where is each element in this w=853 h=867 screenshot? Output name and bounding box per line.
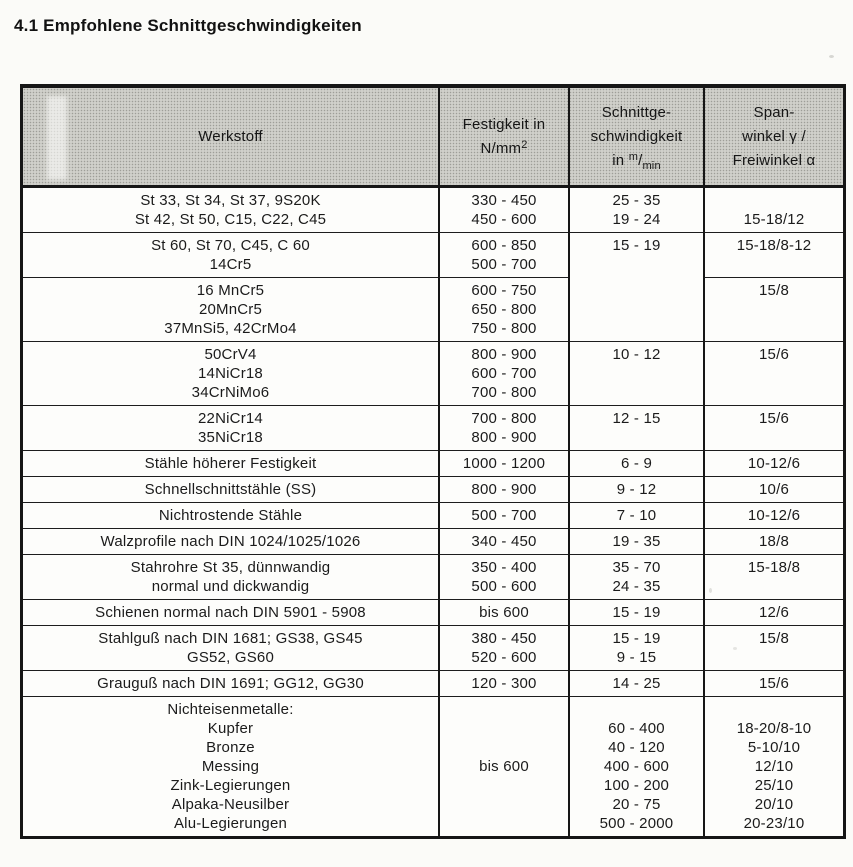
cell-line [707, 319, 841, 338]
header-label: Freiwinkel α [732, 151, 816, 169]
cell-line: 330 - 450 [471, 192, 537, 209]
table-header-row [23, 88, 843, 188]
cell-line: 20 - 75 [612, 796, 661, 813]
cell-line: 700 - 800 [471, 410, 537, 427]
cell-line: bis 600 [479, 758, 529, 775]
cell-festigkeit [438, 528, 568, 554]
table-row [23, 599, 843, 625]
header-unit [480, 137, 527, 161]
cell-festigkeit [438, 625, 568, 670]
cell-line: Zink-Legierungen [170, 777, 291, 794]
table-row [23, 450, 843, 476]
cell-line: 15/6 [759, 675, 789, 692]
table-row [23, 554, 843, 599]
cell-line: 14 - 25 [612, 675, 661, 692]
unit-subscript: min [642, 159, 661, 172]
cell-line: 22NiCr14 [198, 410, 263, 427]
cell-line [442, 776, 566, 795]
cell-line: 15/6 [759, 410, 789, 427]
cell-line: 450 - 600 [471, 211, 537, 228]
cell-festigkeit [438, 277, 568, 341]
cell-line: 600 - 700 [471, 365, 537, 382]
unit-superscript: m [628, 150, 639, 163]
cell-line: bis 600 [479, 604, 529, 621]
cell-line [572, 700, 701, 719]
cell-spanwinkel [703, 696, 843, 836]
cell-festigkeit [438, 188, 568, 232]
cell-line: 1000 - 1200 [462, 455, 546, 472]
cell-line: 15/8 [759, 630, 789, 647]
cell-line: 7 - 10 [616, 507, 657, 524]
cell-spanwinkel [703, 502, 843, 528]
header-label: winkel γ / [742, 127, 806, 145]
cell-line: Schienen normal nach DIN 5901 - 5908 [95, 604, 366, 621]
cell-line: 37MnSi5, 42CrMo4 [164, 320, 297, 337]
cell-line: 6 - 9 [620, 455, 652, 472]
cell-line: 10/6 [759, 481, 789, 498]
cell-line: 19 - 35 [612, 533, 661, 550]
cell-line: 15-18/8-12 [736, 237, 812, 254]
cell-line: GS52, GS60 [186, 649, 275, 666]
cell-line [572, 428, 701, 447]
cell-line: 15-18/8 [747, 559, 801, 576]
cell-line: 25/10 [754, 777, 794, 794]
cell-line: Nichteisenmetalle: [167, 701, 294, 718]
cell-festigkeit [438, 232, 568, 277]
cell-line: 400 - 600 [603, 758, 670, 775]
cell-line: 600 - 850 [471, 237, 537, 254]
cell-festigkeit [438, 405, 568, 450]
cell-spanwinkel [703, 232, 843, 277]
cell-line: 60 - 400 [608, 720, 665, 737]
cell-festigkeit [438, 554, 568, 599]
table-row [23, 696, 843, 836]
cell-line [707, 428, 841, 447]
cell-line: 34CrNiMo6 [191, 384, 270, 401]
cell-line: 20-23/10 [743, 815, 805, 832]
cell-line: 35 - 70 [612, 559, 661, 576]
cell-line [442, 795, 566, 814]
table-row [23, 405, 843, 450]
cell-line: Alu-Legierungen [173, 815, 288, 832]
cell-spanwinkel [703, 450, 843, 476]
cell-line: Kupfer [207, 720, 254, 737]
cell-schnittgeschwindigkeit [568, 450, 703, 476]
cell-line: 10-12/6 [747, 455, 801, 472]
cell-schnittgeschwindigkeit [568, 670, 703, 696]
cell-line: 40 - 120 [608, 739, 665, 756]
cell-festigkeit [438, 476, 568, 502]
cell-line: 600 - 750 [471, 282, 537, 299]
cell-line: 340 - 450 [471, 533, 537, 550]
cell-spanwinkel [703, 341, 843, 405]
cell-line [442, 719, 566, 738]
cell-spanwinkel [703, 599, 843, 625]
cell-line: 18-20/8-10 [736, 720, 812, 737]
cell-line [442, 814, 566, 833]
table-row [23, 502, 843, 528]
cell-spanwinkel [703, 670, 843, 696]
cell-schnittgeschwindigkeit [568, 554, 703, 599]
header-cell-spanwinkel [703, 88, 843, 185]
cell-line: 50CrV4 [204, 346, 257, 363]
cell-spanwinkel [703, 554, 843, 599]
cell-schnittgeschwindigkeit [568, 277, 703, 341]
cell-festigkeit [438, 450, 568, 476]
header-cell-festigkeit [438, 88, 568, 185]
header-cell-schnittgeschwindigkeit [568, 88, 703, 185]
unit-superscript: 2 [521, 138, 528, 151]
cell-line: 500 - 600 [471, 578, 537, 595]
cell-spanwinkel [703, 476, 843, 502]
cell-line [442, 700, 566, 719]
header-label: Schnittge- [601, 103, 672, 121]
cell-line: 14NiCr18 [198, 365, 263, 382]
cell-schnittgeschwindigkeit [568, 502, 703, 528]
cell-line: 700 - 800 [471, 384, 537, 401]
page-title: 4.1 Empfohlene Schnittgeschwindigkeiten [14, 16, 362, 35]
cell-werkstoff [23, 450, 438, 476]
cell-festigkeit [438, 599, 568, 625]
cell-line [442, 738, 566, 757]
cell-line: 380 - 450 [471, 630, 537, 647]
cell-werkstoff [23, 405, 438, 450]
cell-line: 25 - 35 [612, 192, 661, 209]
cell-line: Walzprofile nach DIN 1024/1025/1026 [100, 533, 361, 550]
cell-line: 15 - 19 [612, 604, 661, 621]
cell-line: 500 - 2000 [599, 815, 674, 832]
table-row [23, 670, 843, 696]
cell-line: 650 - 800 [471, 301, 537, 318]
cell-schnittgeschwindigkeit [568, 599, 703, 625]
cell-line: 12/6 [759, 604, 789, 621]
cell-spanwinkel [703, 405, 843, 450]
cell-line: 24 - 35 [612, 578, 661, 595]
cell-werkstoff [23, 277, 438, 341]
cell-line [572, 383, 701, 402]
cell-line: Nichtrostende Stähle [158, 507, 303, 524]
cell-line: Messing [201, 758, 260, 775]
cell-festigkeit [438, 502, 568, 528]
table-row [23, 232, 843, 277]
header-label: Werkstoff [198, 127, 263, 145]
cell-werkstoff [23, 554, 438, 599]
cell-line [707, 300, 841, 319]
cell-line: 15 - 19 [612, 630, 661, 647]
cell-schnittgeschwindigkeit [568, 696, 703, 836]
cell-line: 800 - 900 [471, 429, 537, 446]
cell-line: 16 MnCr5 [196, 282, 265, 299]
cell-line: St 33, St 34, St 37, 9S20K [140, 192, 321, 209]
table-row [23, 341, 843, 405]
header-label: Span- [753, 103, 795, 121]
cell-line: Stahrohre St 35, dünnwandig [130, 559, 331, 576]
cell-line: 5-10/10 [747, 739, 801, 756]
cell-line: 18/8 [759, 533, 789, 550]
cell-line: 20/10 [754, 796, 794, 813]
cell-line [707, 648, 841, 667]
cell-line: 120 - 300 [471, 675, 537, 692]
cell-line: 100 - 200 [603, 777, 670, 794]
cell-line: St 60, St 70, C45, C 60 [151, 237, 310, 254]
cell-line: Alpaka-Neusilber [171, 796, 290, 813]
cutting-speed-table [20, 84, 846, 839]
cell-spanwinkel [703, 188, 843, 232]
cell-line: 35NiCr18 [198, 429, 263, 446]
cell-line [572, 255, 701, 274]
table-row [23, 277, 843, 341]
cell-line: 800 - 900 [471, 346, 537, 363]
cell-line: 14Cr5 [209, 256, 252, 273]
cell-line: 15-18/12 [743, 211, 805, 228]
cell-line: 15 - 19 [612, 237, 661, 254]
cell-schnittgeschwindigkeit [568, 476, 703, 502]
cell-werkstoff [23, 341, 438, 405]
unit-slash: / [638, 151, 643, 169]
cell-line: 9 - 15 [616, 649, 657, 666]
cell-werkstoff [23, 670, 438, 696]
cell-line: 15/6 [759, 346, 789, 363]
cell-line: 520 - 600 [471, 649, 537, 666]
cell-line [572, 280, 701, 299]
cell-line: 500 - 700 [471, 507, 537, 524]
cell-line: 750 - 800 [471, 320, 537, 337]
cell-werkstoff [23, 232, 438, 277]
cell-festigkeit [438, 341, 568, 405]
table-row [23, 476, 843, 502]
cell-line [707, 700, 841, 719]
cell-schnittgeschwindigkeit [568, 341, 703, 405]
cell-line: 10 - 12 [612, 346, 661, 363]
cell-line [572, 318, 701, 337]
cell-line: Stähle höherer Festigkeit [144, 455, 317, 472]
cell-line: St 42, St 50, C15, C22, C45 [134, 211, 327, 228]
header-unit [612, 149, 661, 173]
cell-line: 9 - 12 [616, 481, 657, 498]
cell-line: Bronze [206, 739, 255, 756]
header-label: Festigkeit in [462, 115, 546, 133]
cell-line [707, 191, 841, 210]
table-row [23, 188, 843, 232]
cell-line [707, 255, 841, 274]
cell-schnittgeschwindigkeit [568, 188, 703, 232]
cell-werkstoff [23, 502, 438, 528]
cell-schnittgeschwindigkeit [568, 232, 703, 277]
cell-line: 500 - 700 [471, 256, 537, 273]
cell-werkstoff [23, 476, 438, 502]
cell-werkstoff [23, 696, 438, 836]
cell-festigkeit [438, 696, 568, 836]
cell-spanwinkel [703, 625, 843, 670]
cell-werkstoff [23, 528, 438, 554]
cell-line: 10-12/6 [747, 507, 801, 524]
cell-line: Grauguß nach DIN 1691; GG12, GG30 [97, 675, 364, 692]
cell-line [572, 299, 701, 318]
cell-festigkeit [438, 670, 568, 696]
table-body [23, 188, 843, 836]
table-row [23, 528, 843, 554]
cell-line: normal und dickwandig [151, 578, 310, 595]
unit-prefix: in [612, 151, 629, 169]
cell-werkstoff [23, 188, 438, 232]
cell-line: Schnellschnittstähle (SS) [144, 481, 317, 498]
cell-line [707, 383, 841, 402]
cell-line: 15/8 [759, 282, 789, 299]
cell-schnittgeschwindigkeit [568, 528, 703, 554]
cell-line [572, 364, 701, 383]
cell-spanwinkel [703, 528, 843, 554]
header-label: schwindigkeit [590, 127, 683, 145]
cell-line: 800 - 900 [471, 481, 537, 498]
cell-schnittgeschwindigkeit [568, 405, 703, 450]
cell-schnittgeschwindigkeit [568, 625, 703, 670]
table-row [23, 625, 843, 670]
cell-line: 350 - 400 [471, 559, 537, 576]
unit-base: N/mm [480, 139, 522, 157]
cell-line: 20MnCr5 [198, 301, 263, 318]
header-cell-werkstoff [23, 88, 438, 185]
cell-line: Stahlguß nach DIN 1681; GS38, GS45 [98, 630, 363, 647]
cell-line: 12/10 [754, 758, 794, 775]
cell-line: 12 - 15 [612, 410, 661, 427]
cell-werkstoff [23, 599, 438, 625]
cell-line: 19 - 24 [612, 211, 661, 228]
cell-spanwinkel [703, 277, 843, 341]
cell-line [707, 577, 841, 596]
scan-artifact [829, 55, 834, 58]
cell-werkstoff [23, 625, 438, 670]
cell-line [707, 364, 841, 383]
